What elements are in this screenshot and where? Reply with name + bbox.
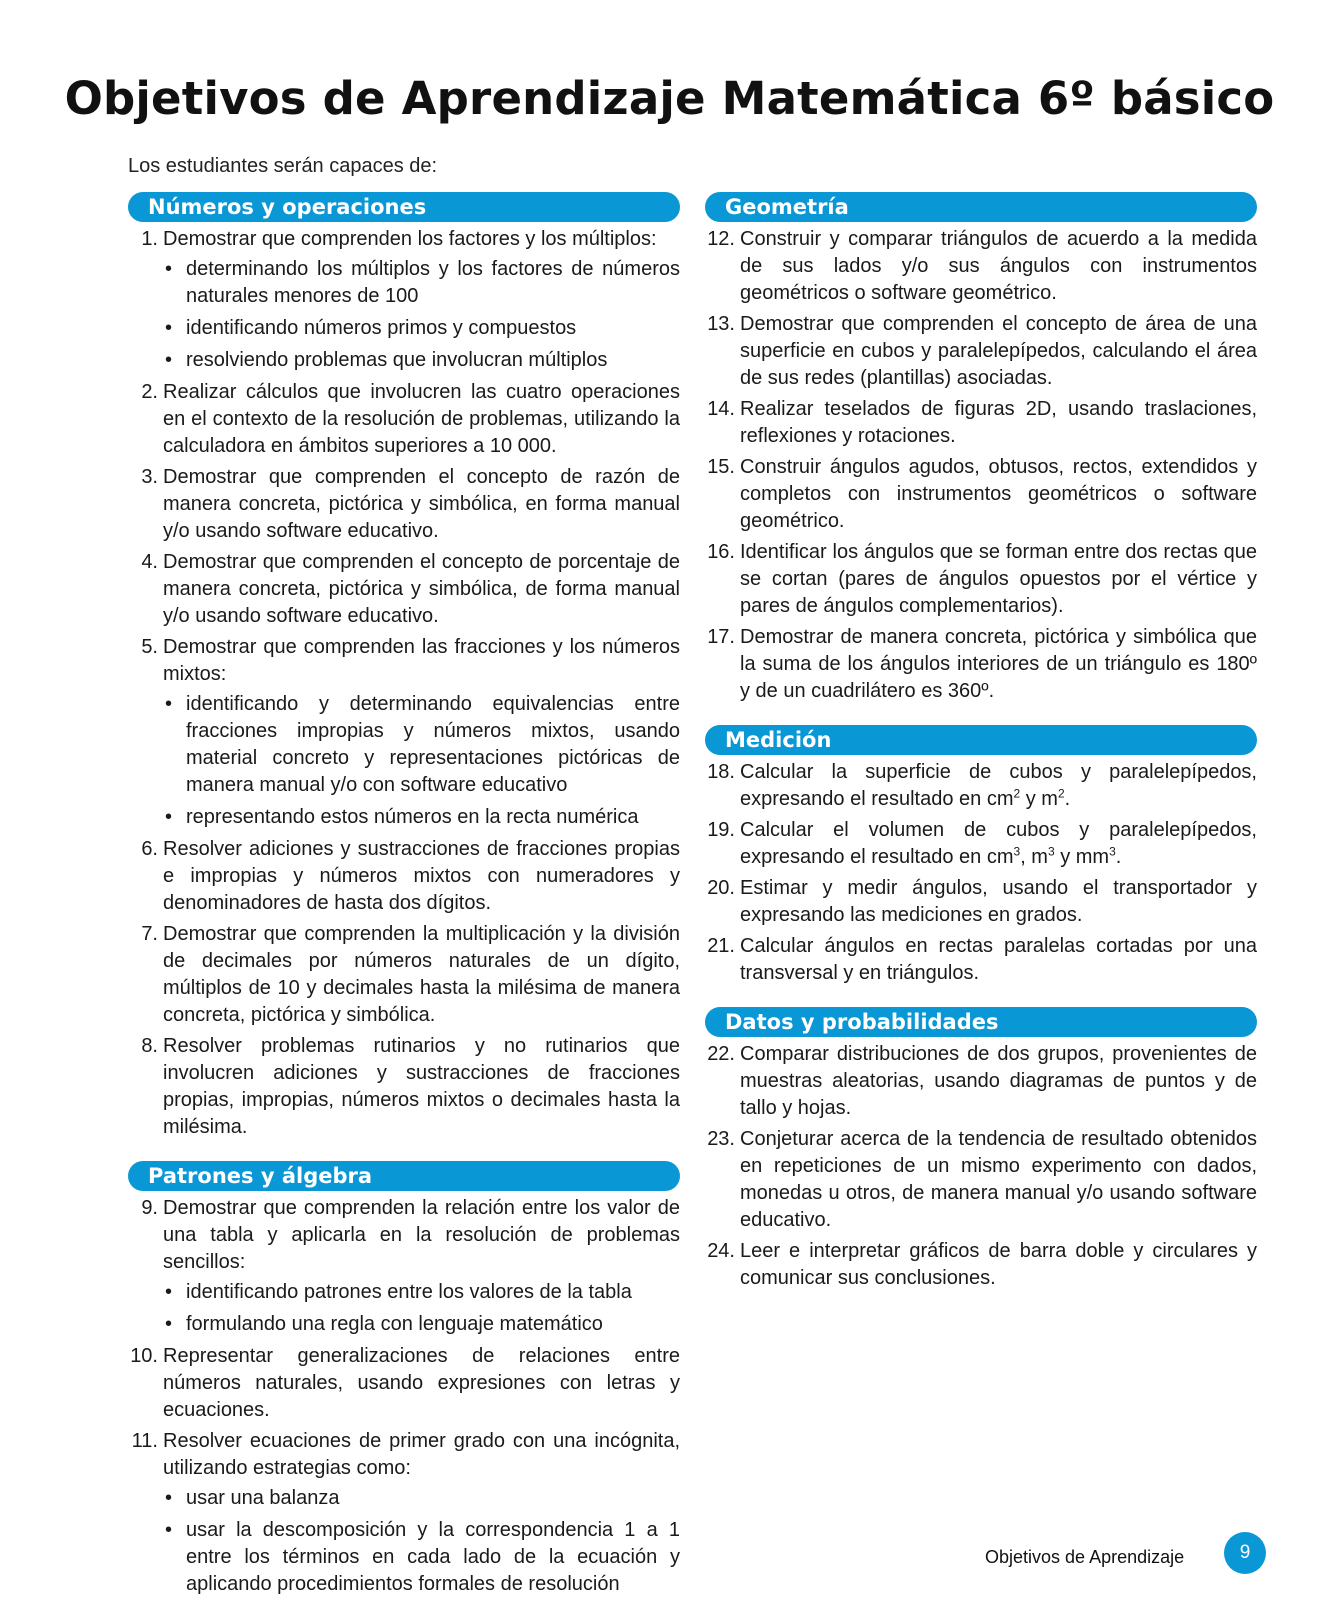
objective-text: Demostrar que comprenden las fracciones y los números mixtos: <box>163 636 680 685</box>
objective-item <box>128 1033 680 1141</box>
objective-text: Resolver problemas rutinarios y no rutinarios que involucren adiciones y sustracciones de fracciones propias, impropias, números mixtos o decimales hasta la milésima. <box>163 1035 680 1138</box>
footer-label: Objetivos de Aprendizaje <box>985 1547 1185 1567</box>
intro-text: Los estudiantes serán capaces de: <box>128 155 438 177</box>
objective-text: Realizar teselados de figuras 2D, usando traslaciones, reflexiones y rotaciones. <box>740 398 1257 447</box>
bullet-list <box>163 691 680 831</box>
objective-item <box>705 311 1257 392</box>
objective-number: 9. <box>141 1197 158 1219</box>
section-medicion <box>705 725 1257 987</box>
objective-text: Resolver ecuaciones de primer grado con una incógnita, utilizando estrategias como: <box>163 1430 680 1479</box>
objective-item <box>128 549 680 630</box>
objective-text: Conjeturar acerca de la tendencia de resultado obtenidos en repeticiones de un mismo experimento con dados, monedas u otros, de manera manual y/o usando software educativo. <box>740 1128 1257 1231</box>
objective-text: Realizar cálculos que involucren las cuatro operaciones en el contexto de la resolución de problemas, utilizando la calculadora en ámbitos superiores a 10 000. <box>163 381 680 457</box>
objective-number: 3. <box>141 466 158 488</box>
objective-item <box>705 875 1257 929</box>
section-patrones <box>128 1161 680 1598</box>
objective-text: Resolver adiciones y sustracciones de fracciones propias e impropias y números mixtos con numeradores y denominadores de hasta dos dígitos. <box>163 838 680 914</box>
right-column <box>705 192 1257 1312</box>
objective-item <box>128 836 680 917</box>
objective-item <box>128 1343 680 1424</box>
section-header: Números y operaciones <box>128 192 680 222</box>
objective-item <box>705 396 1257 450</box>
objective-number: 4. <box>141 551 158 573</box>
objective-text: Leer e interpretar gráficos de barra doble y circulares y comunicar sus conclusiones. <box>740 1240 1257 1289</box>
bullet-item: • representando estos números en la recta numérica <box>163 804 680 831</box>
bullet-list <box>163 1485 680 1598</box>
objective-number: 15. <box>707 456 735 478</box>
objective-item <box>705 817 1257 871</box>
objective-number: 7. <box>141 923 158 945</box>
objective-number: 2. <box>141 381 158 403</box>
objective-item <box>128 1195 680 1338</box>
objective-text: Demostrar que comprenden el concepto de porcentaje de manera concreta, pictórica y simbólica, de forma manual y/o usando software educativo. <box>163 551 680 627</box>
bullet-item: • identificando patrones entre los valores de la tabla <box>163 1279 680 1306</box>
objective-number: 17. <box>707 626 735 648</box>
objective-item <box>705 539 1257 620</box>
section-header: Medición <box>705 725 1257 755</box>
bullet-item: • usar una balanza <box>163 1485 680 1512</box>
page-title: Objetivos de Aprendizaje Matemática 6º básico <box>64 72 1275 125</box>
section-header: Geometría <box>705 192 1257 222</box>
bullet-item: • resolviendo problemas que involucran múltiplos <box>163 347 680 374</box>
bullet-item: • identificando números primos y compuestos <box>163 315 680 342</box>
objective-text: Demostrar que comprenden los factores y los múltiplos: <box>163 228 657 250</box>
bullet-item: • formulando una regla con lenguaje matemático <box>163 1311 680 1338</box>
objective-item <box>128 226 680 374</box>
section-geometria <box>705 192 1257 705</box>
objective-item <box>705 454 1257 535</box>
objective-text: Calcular ángulos en rectas paralelas cortadas por una transversal y en triángulos. <box>740 935 1257 984</box>
objective-item <box>705 226 1257 307</box>
objective-text: Construir ángulos agudos, obtusos, rectos, extendidos y completos con instrumentos geométricos o software geométrico. <box>740 456 1257 532</box>
objective-text: Construir y comparar triángulos de acuerdo a la medida de sus lados y/o sus ángulos con instrumentos geométricos o software geométrico. <box>740 228 1257 304</box>
bullet-item: • usar la descomposición y la correspondencia 1 a 1 entre los términos en cada lado de la ecuación y aplicando procedimientos formales de resolución <box>163 1517 680 1598</box>
objective-number: 6. <box>141 838 158 860</box>
section-header: Datos y probabilidades <box>705 1007 1257 1037</box>
objective-text: Demostrar que comprenden el concepto de área de una superficie en cubos y paralelepípedos, calculando el área de sus redes (plantillas) asociadas. <box>740 313 1257 389</box>
objective-text: Comparar distribuciones de dos grupos, provenientes de muestras aleatorias, usando diagramas de puntos y de tallo y hojas. <box>740 1043 1257 1119</box>
objective-number: 5. <box>141 636 158 658</box>
objective-text: Calcular la superficie de cubos y paralelepípedos, expresando el resultado en $cm^2$ y $m^2$. <box>740 761 1257 810</box>
page-number-badge: 9 <box>1224 1532 1266 1574</box>
objective-item <box>128 379 680 460</box>
bullet-item: • determinando los múltiplos y los factores de números naturales menores de 100 <box>163 256 680 310</box>
objective-item <box>705 1041 1257 1122</box>
objective-item <box>705 759 1257 813</box>
objective-item <box>705 624 1257 705</box>
bullet-list <box>163 1279 680 1338</box>
objective-number: 19. <box>707 819 735 841</box>
objective-item <box>705 1126 1257 1234</box>
objective-number: 11. <box>131 1430 158 1452</box>
objective-item <box>128 464 680 545</box>
objective-text: Demostrar que comprenden la relación entre los valor de una tabla y aplicarla en la resolución de problemas sencillos: <box>163 1197 680 1273</box>
objective-number: 18. <box>707 761 735 783</box>
objective-item <box>128 634 680 831</box>
objective-text: Calcular el volumen de cubos y paralelepípedos, expresando el resultado en $cm^3$, $m^3$ y $mm^3$. <box>740 819 1257 868</box>
objective-number: 23. <box>707 1128 735 1150</box>
objective-text: Estimar y medir ángulos, usando el transportador y expresando las mediciones en grados. <box>740 877 1257 926</box>
objective-text: Demostrar que comprenden la multiplicación y la división de decimales por números naturales de un dígito, múltiplos de 10 y decimales hasta la milésima de manera concreta, pictórica y simbólica. <box>163 923 680 1026</box>
objective-text: Representar generalizaciones de relaciones entre números naturales, usando expresiones con letras y ecuaciones. <box>163 1345 680 1421</box>
objective-item <box>705 933 1257 987</box>
bullet-list <box>163 256 680 374</box>
section-datos <box>705 1007 1257 1292</box>
objective-number: 8. <box>141 1035 158 1057</box>
objective-number: 14. <box>707 398 735 420</box>
objective-number: 20. <box>707 877 735 899</box>
objective-text: Identificar los ángulos que se forman entre dos rectas que se cortan (pares de ángulos opuestos por el vértice y pares de ángulos complementarios). <box>740 541 1257 617</box>
left-column <box>128 192 680 1618</box>
bullet-item: • identificando y determinando equivalencias entre fracciones impropias y números mixtos, usando material concreto y representaciones pictóricas de manera manual y/o con software educativo <box>163 691 680 799</box>
objective-number: 13. <box>707 313 735 335</box>
objective-number: 16. <box>707 541 735 563</box>
objective-number: 22. <box>707 1043 735 1065</box>
objective-number: 12. <box>707 228 735 250</box>
objective-item <box>128 1428 680 1598</box>
section-header: Patrones y álgebra <box>128 1161 680 1191</box>
objective-text: Demostrar que comprenden el concepto de razón de manera concreta, pictórica y simbólica, en forma manual y/o usando software educativo. <box>163 466 680 542</box>
objective-text: Demostrar de manera concreta, pictórica y simbólica que la suma de los ángulos interiores de un triángulo es 180º y de un cuadrilátero es 360º. <box>740 626 1257 702</box>
section-numeros <box>128 192 680 1141</box>
objective-number: 21. <box>707 935 735 957</box>
objective-number: 24. <box>707 1240 735 1262</box>
objective-number: 1. <box>141 228 158 250</box>
objective-number: 10. <box>130 1345 158 1367</box>
objective-item <box>705 1238 1257 1292</box>
objective-item <box>128 921 680 1029</box>
